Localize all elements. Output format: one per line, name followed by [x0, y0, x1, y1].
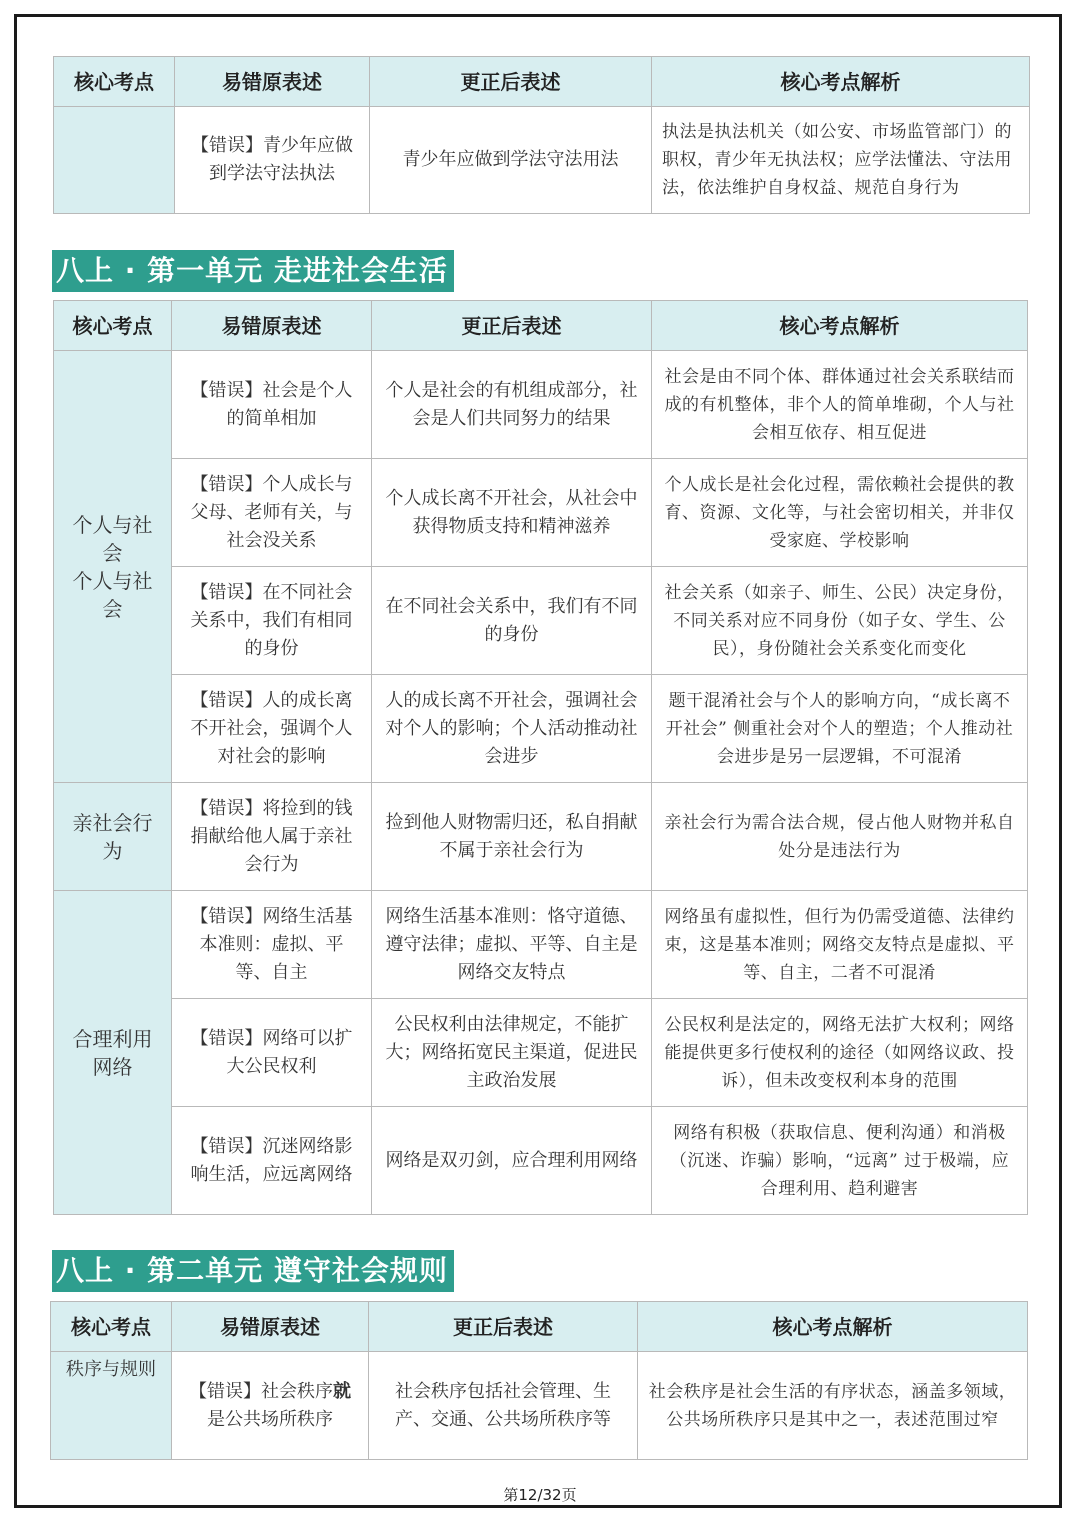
table-unit1: [53, 300, 1028, 1215]
error-statement: 【错误】人的成长离不开社会，强调个人对社会的影响: [172, 675, 372, 783]
corrected-statement: 个人成长离不开社会，从社会中获得物质支持和精神滋养: [372, 459, 652, 567]
corrected-statement: 捡到他人财物需归还，私自捐献不属于亲社会行为: [372, 783, 652, 891]
corrected-statement: 公民权利由法律规定，不能扩大；网络拓宽民主渠道，促进民主政治发展: [372, 999, 652, 1107]
corrected-statement: 网络是双刃剑，应合理利用网络: [372, 1107, 652, 1215]
core-point-label: 个人与社会: [72, 512, 153, 565]
core-point-network: 合理利用网络: [54, 891, 172, 1215]
error-statement: 【错误】网络可以扩大公民权利: [172, 999, 372, 1107]
header-analysis: 核心考点解析: [652, 57, 1030, 107]
core-point-cell: [54, 107, 175, 214]
analysis-text: 亲社会行为需合法合规，侵占他人财物并私自处分是违法行为: [652, 783, 1028, 891]
table-row: [54, 351, 1028, 459]
table-row: [54, 107, 1030, 214]
table-unit2: [50, 1301, 1028, 1460]
error-statement: 【错误】青少年应做到学法守法执法: [175, 107, 370, 214]
header-error-statement: 易错原表述: [172, 301, 372, 351]
corrected-statement: 社会秩序包括社会管理、生产、交通、公共场所秩序等: [369, 1352, 638, 1460]
core-point-label: 个人与社会: [72, 568, 153, 621]
corrected-statement: 在不同社会关系中，我们有不同的身份: [372, 567, 652, 675]
analysis-text: 网络有积极（获取信息、便利沟通）和消极（沉迷、诈骗）影响，“远离” 过于极端，应合理利用、趋利避害: [652, 1107, 1028, 1215]
header-corrected-statement: 更正后表述: [369, 1302, 638, 1352]
error-statement: 【错误】社会是个人的简单相加: [172, 351, 372, 459]
core-point-order-rules: 秩序与规则: [51, 1352, 172, 1460]
error-statement: 【错误】在不同社会关系中，我们有相同的身份: [172, 567, 372, 675]
page-number: 第12/32页: [503, 1486, 577, 1504]
table-row: [54, 783, 1028, 891]
analysis-text: 网络虽有虚拟性，但行为仍需受道德、法律约束，这是基本准则；网络交友特点是虚拟、平等、自主，二者不可混淆: [652, 891, 1028, 999]
error-suffix: 是公共场所秩序: [207, 1408, 333, 1430]
header-corrected-statement: 更正后表述: [370, 57, 652, 107]
header-error-statement: 易错原表述: [175, 57, 370, 107]
corrected-statement: 青少年应做到学法守法用法: [370, 107, 652, 214]
error-statement: [172, 1352, 369, 1460]
error-emphasis: 就: [333, 1380, 351, 1402]
corrected-statement: 人的成长离不开社会，强调社会对个人的影响；个人活动推动社会进步: [372, 675, 652, 783]
analysis-text: 题干混淆社会与个人的影响方向，“成长离不开社会” 侧重社会对个人的塑造；个人推动社会进步是另一层逻辑，不可混淆: [652, 675, 1028, 783]
table-row: [54, 891, 1028, 999]
header-corrected-statement: 更正后表述: [372, 301, 652, 351]
corrected-statement: 网络生活基本准则：恪守道德、遵守法律；虚拟、平等、自主是网络交友特点: [372, 891, 652, 999]
header-analysis: 核心考点解析: [638, 1302, 1028, 1352]
table-continued: [53, 56, 1030, 214]
header-core-point: 核心考点: [51, 1302, 172, 1352]
analysis-text: 社会关系（如亲子、师生、公民）决定身份，不同关系对应不同身份（如子女、学生、公民），身份随社会关系变化而变化: [652, 567, 1028, 675]
core-point-prosocial: 亲社会行为: [54, 783, 172, 891]
table-row: [54, 1107, 1028, 1215]
error-statement: 【错误】个人成长与父母、老师有关，与社会没关系: [172, 459, 372, 567]
table-row: [54, 999, 1028, 1107]
error-statement: 【错误】网络生活基本准则：虚拟、平等、自主: [172, 891, 372, 999]
table-row: [54, 459, 1028, 567]
table-row: [54, 567, 1028, 675]
table-row: [51, 1352, 1028, 1460]
analysis-text: 社会是由不同个体、群体通过社会关系联结而成的有机整体，非个人的简单堆砌，个人与社会相互依存、相互促进: [652, 351, 1028, 459]
section-title-unit1: 八上 · 第一单元 走进社会生活: [52, 250, 454, 292]
analysis-text: 个人成长是社会化过程，需依赖社会提供的教育、资源、文化等，与社会密切相关，并非仅受家庭、学校影响: [652, 459, 1028, 567]
analysis-text: 社会秩序是社会生活的有序状态，涵盖多领域，公共场所秩序只是其中之一，表述范围过窄: [638, 1352, 1028, 1460]
error-statement: 【错误】沉迷网络影响生活，应远离网络: [172, 1107, 372, 1215]
analysis-text: 执法是执法机关（如公安、市场监管部门）的职权，青少年无执法权；应学法懂法、守法用法，依法维护自身权益、规范自身行为: [652, 107, 1030, 214]
analysis-text: 公民权利是法定的，网络无法扩大权利；网络能提供更多行使权利的途径（如网络议政、投诉），但未改变权利本身的范围: [652, 999, 1028, 1107]
header-core-point: 核心考点: [54, 57, 175, 107]
error-statement: 【错误】将捡到的钱捐献给他人属于亲社会行为: [172, 783, 372, 891]
core-point-individual-society: [54, 351, 172, 783]
error-prefix: 【错误】社会秩序: [189, 1380, 333, 1402]
section-title-unit2: 八上 · 第二单元 遵守社会规则: [52, 1250, 454, 1292]
header-analysis: 核心考点解析: [652, 301, 1028, 351]
header-core-point: 核心考点: [54, 301, 172, 351]
table-row: [54, 675, 1028, 783]
header-error-statement: 易错原表述: [172, 1302, 369, 1352]
corrected-statement: 个人是社会的有机组成部分，社会是人们共同努力的结果: [372, 351, 652, 459]
